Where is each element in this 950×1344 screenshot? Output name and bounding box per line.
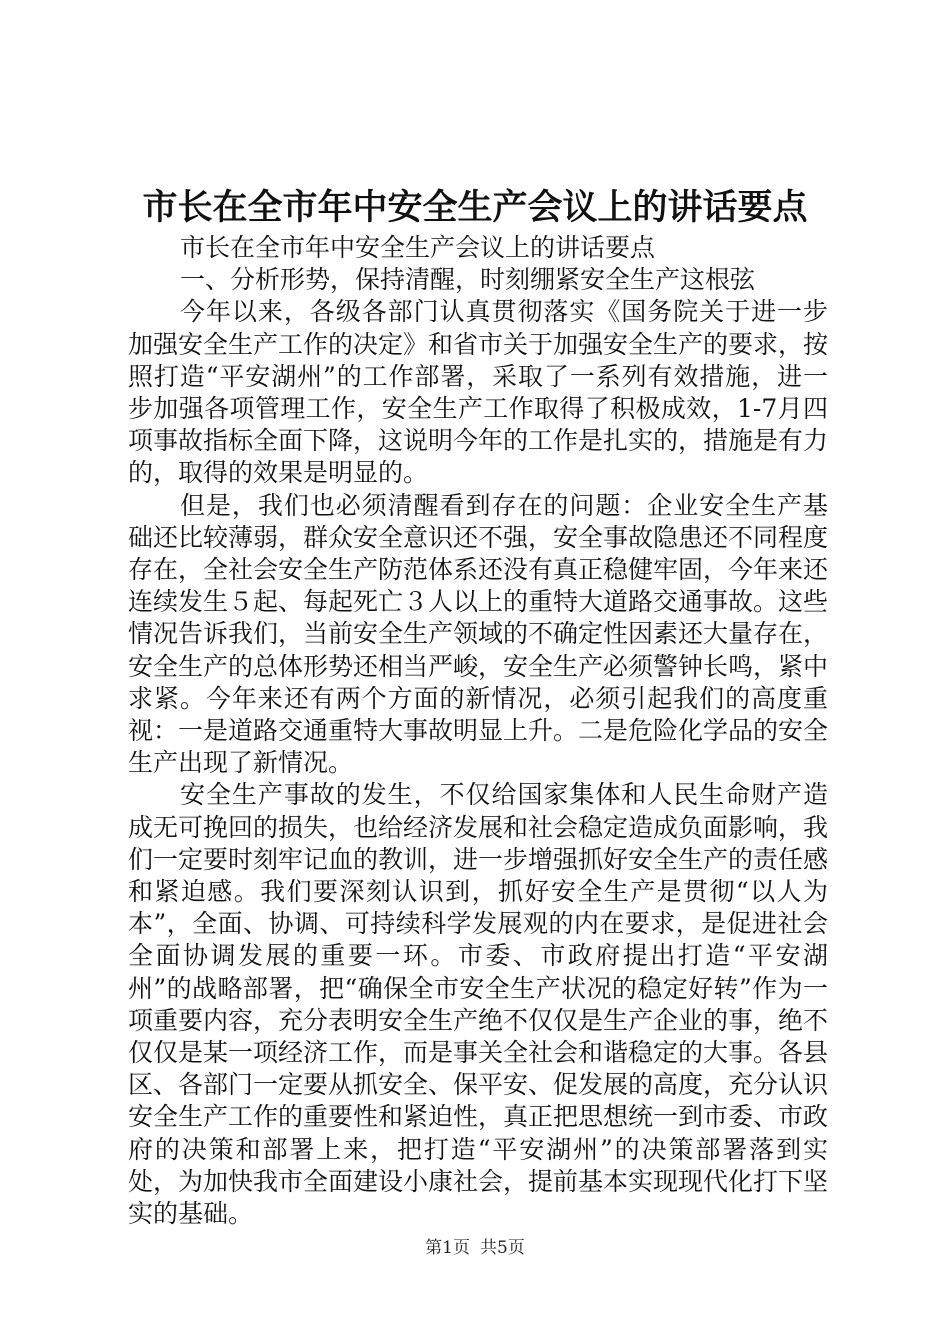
page-footer [0,1236,950,1260]
page-number: 第1页 [425,1238,470,1258]
document-title: 市长在全市年中安全生产会议上的讲话要点 [142,187,808,228]
document-body [128,232,828,1230]
paragraph: 安全生产事故的发生，不仅给国家集体和人民生命财产造成无可挽回的损失，也给经济发展和社会稳定造成负面影响，我们一定要时刻牢记血的教训，进一步增强抓好安全生产的责任感和紧迫感。我们要深刻认识到，抓好安全生产是贯彻“以人为本”，全面、协调、可持续科学发展观的内在要求，是促进社会全面协调发展的重要一环。市委、市政府提出打造“平安湖州”的战略部署，把“确保全市安全生产状况的稳定好转”作为一项重要内容，充分表明安全生产绝不仅仅是生产企业的事，绝不仅仅是某一项经济工作，而是事关全社会和谐稳定的大事。各县区、各部门一定要从抓安全、保平安、促发展的高度，充分认识安全生产工作的重要性和紧迫性，真正把思想统一到市委、市政府的决策和部署上来，把打造“平安湖州”的决策部署落到实处，为加快我市全面建设小康社会，提前基本实现现代化打下坚实的基础。 [128,780,829,1229]
paragraph-section-heading: 一、分析形势，保持清醒，时刻绷紧安全生产这根弦 [180,265,756,295]
paragraph: 但是，我们也必须清醒看到存在的问题：企业安全生产基础还比较薄弱，群众安全意识还不强，安全事故隐患还不同程度存在，全社会安全生产防范体系还没有真正稳健牢固，今年来还连续发生５起、每起死亡３人以上的重特大道路交通事故。这些情况告诉我们，当前安全生产领域的不确定性因素还大量存在，安全生产的总体形势还相当严峻，安全生产必须警钟长鸣，紧中求紧。今年来还有两个方面的新情况，必须引起我们的高度重视：一是道路交通重特大事故明显上升。二是危险化学品的安全生产出现了新情况。 [128,490,829,778]
page-total: 共5页 [480,1238,525,1258]
paragraph-subtitle: 市长在全市年中安全生产会议上的讲话要点 [180,233,656,262]
paragraph: 今年以来，各级各部门认真贯彻落实《国务院关于进一步加强安全生产工作的决定》和省市关于加强安全生产的要求，按照打造“平安湖州”的工作部署，采取了一系列有效措施，进一步加强各项管理工作，安全生产工作取得了积极成效，1-7月四项事故指标全面下降，这说明今年的工作是扎实的，措施是有力的，取得的效果是明显的。 [128,297,829,488]
